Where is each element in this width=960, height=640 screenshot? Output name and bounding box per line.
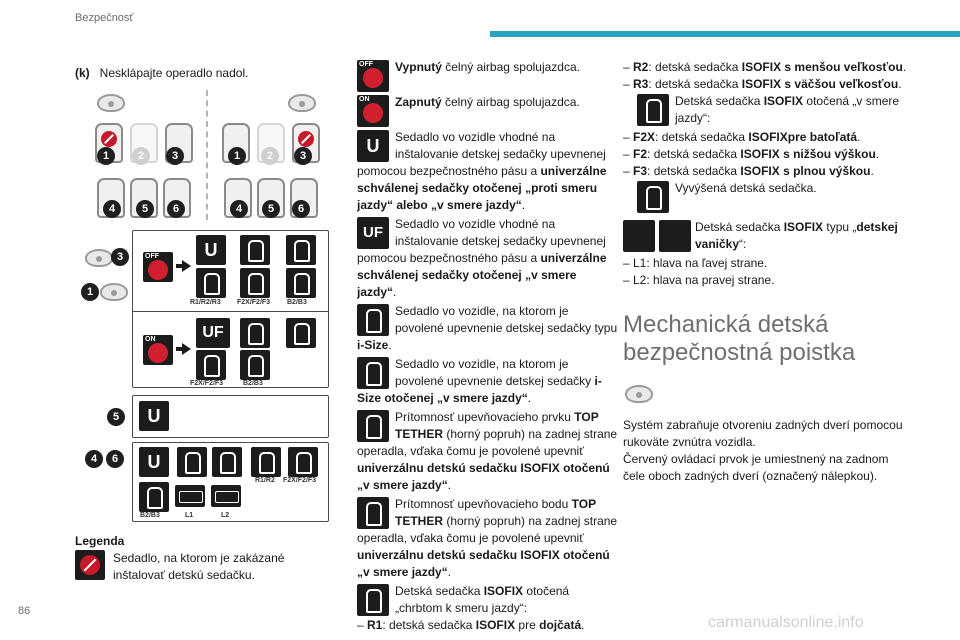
entry-airbag-off: OFF Vypnutý čelný airbag spolujazdca. — [357, 59, 619, 92]
arrow-icon — [182, 343, 191, 355]
header-accent-bar — [490, 31, 960, 37]
item-l2: – L2: hlava na pravej strane. — [623, 273, 775, 287]
isize-forward-icon — [357, 357, 389, 389]
seat-number: 4 — [103, 200, 121, 218]
isize-seat-icon — [357, 304, 389, 336]
forward-facing-isofix-icon — [240, 268, 270, 298]
arrow-icon — [182, 260, 191, 272]
universal-seat-icon: U — [196, 235, 226, 265]
forward-facing-isofix-icon — [196, 350, 226, 380]
entry-isize: Sedadlo vo vozidle, na ktorom je povolené upevnenie detskej sedačky typu i-Size. — [357, 304, 618, 352]
rear-facing-isofix-icon — [196, 268, 226, 298]
mech-paragraph-1: Systém zabraňuje otvoreniu zadných dverí pomocou rukoväte zvnútra vozidla. — [623, 418, 903, 449]
entry-top-tether: Prítomnosť upevňovacieho prvku TOP TETHER (horný popruh) na zadnej strane operadla, vďaka čomu je povolené upevniť univerzálnu detskú sedačku ISOFIX otočenú „v smere jazdy“. — [357, 410, 618, 492]
seat-number: 2 — [261, 147, 279, 165]
carrycot-right-icon — [659, 220, 691, 252]
note-k-text: Nesklápajte operadlo nadol. — [99, 66, 249, 80]
seat-number: 6 — [167, 200, 185, 218]
isize-forward-icon — [240, 318, 270, 348]
prohibited-icon — [298, 131, 314, 147]
seat-number: 4 — [85, 450, 103, 468]
table-divider — [132, 311, 329, 312]
note-k — [75, 66, 248, 80]
caption: B2/B3 — [287, 299, 307, 306]
top-tether-point-icon — [357, 497, 389, 529]
booster-seat-icon — [240, 350, 270, 380]
isize-seat-icon — [177, 447, 207, 477]
universal-seat-icon: U — [139, 447, 169, 477]
booster-seat-icon — [139, 482, 169, 512]
note-k-label: (k) — [75, 66, 90, 80]
legend-text: Sedadlo, na ktorom je zakázané inštalovať detskú sedačku. — [113, 551, 285, 582]
item-f2x: – F2X: detská sedačka ISOFIXpre batoľatá. — [623, 130, 861, 144]
seat-number: 6 — [106, 450, 124, 468]
entry-rear-facing-isofix: Detská sedačka ISOFIX otočená „chrbtom k smeru jazdy“: – R1: detská sedačka ISOFIX pre dojčatá. — [357, 584, 585, 632]
caption: L1 — [185, 512, 194, 519]
seat-number: 3 — [111, 248, 129, 266]
seat-number: 3 — [294, 147, 312, 165]
steering-wheel-icon — [100, 283, 128, 301]
seat-number: 1 — [97, 147, 115, 165]
seat-number: 3 — [166, 147, 184, 165]
steering-wheel-icon — [623, 383, 655, 405]
legend-title: Legenda — [75, 534, 125, 548]
item-f3: – F3: detská sedačka ISOFIX s plnou výškou. — [623, 164, 874, 178]
airbag-off-icon: OFF — [143, 252, 173, 282]
universal-forward-seat-icon: UF — [196, 318, 230, 348]
caption: F2X/F2/F3 — [237, 299, 271, 306]
seat-number: 5 — [262, 200, 280, 218]
forward-facing-isofix-icon — [637, 94, 669, 126]
booster-seat-icon — [637, 181, 669, 213]
entry-isize-forward: Sedadlo vo vozidle, na ktorom je povolené upevnenie detskej sedačky i-Size otočenej „v smere jazdy“. — [357, 357, 602, 405]
prohibited-seat-icon — [75, 550, 105, 580]
caption: R1/R2 — [255, 477, 275, 484]
entry-airbag-on: ON Zapnutý čelný airbag spolujazdca. — [357, 94, 619, 127]
caption: F2X/F2/F3 — [283, 477, 317, 484]
rear-facing-isofix-icon — [357, 584, 389, 616]
carrycot-right-icon — [211, 485, 241, 507]
caption: B2/B3 — [243, 380, 263, 387]
isofix-seat-icon — [286, 235, 316, 265]
airbag-on-icon: ON — [143, 335, 173, 365]
top-tether-icon — [357, 410, 389, 442]
seat-number: 2 — [132, 147, 150, 165]
seat-number: 1 — [81, 283, 99, 301]
seat-number: 6 — [292, 200, 310, 218]
item-r3: – R3: detská sedačka ISOFIX s väčšou veľkosťou. — [623, 77, 902, 91]
rear-facing-isofix-icon — [251, 447, 281, 477]
entry-top-tether-point: Prítomnosť upevňovacieho bodu TOP TETHER (horný popruh) na zadnej strane operadla, vďaka čomu je povolené upevniť univerzálnu detskú sedačku ISOFIX otočenú „v smere jazdy“. — [357, 497, 618, 579]
carrycot-left-icon — [175, 485, 205, 507]
steering-wheel-icon — [288, 94, 316, 112]
seat-number: 1 — [228, 147, 246, 165]
section-title: Mechanická detská bezpečnostná poistka — [623, 311, 856, 366]
airbag-off-icon: OFF — [357, 60, 389, 92]
forward-facing-isofix-icon — [288, 447, 318, 477]
seat-number: 5 — [107, 408, 125, 426]
steering-wheel-icon — [85, 249, 113, 267]
entry-universal-seat: U Sedadlo vo vozidle vhodné na inštalovanie detskej sedačky upevnenej pomocou bezpečnostného pásu a univerzálne schválenej sedačky otočenej „proti smeru jazdy“ alebo „v smere jazdy“. — [357, 130, 607, 212]
seat-number: 5 — [136, 200, 154, 218]
caption: L2 — [221, 512, 230, 519]
caption: B2/B3 — [140, 512, 160, 519]
isize-seat-icon — [240, 235, 270, 265]
entry-universal-forward: UF Sedadlo vo vozidle vhodné na inštalovanie detskej sedačky upevnenej pomocou bezpečnostného pásu a univerzálne schválenej sedačky otočenej „v smere jazdy“. — [357, 217, 607, 299]
mech-paragraph-2: Červený ovládací prvok je umiestnený na zadnom čele oboch zadných dverí (označený nálepkou). — [623, 452, 889, 483]
section-header: Bezpečnosť — [75, 12, 134, 24]
diagram-separator — [206, 90, 208, 220]
symbol-list-continued — [623, 59, 908, 485]
universal-forward-seat-icon: UF — [357, 217, 389, 249]
universal-seat-icon: U — [139, 401, 169, 431]
page-number: 86 — [18, 605, 31, 617]
item-l1: – L1: hlava na ľavej strane. — [623, 256, 768, 270]
caption: R1/R2/R3 — [190, 299, 221, 306]
booster-seat-icon — [286, 268, 316, 298]
prohibited-icon — [101, 131, 117, 147]
item-r2: – R2: detská sedačka ISOFIX s menšou veľkosťou. — [623, 60, 907, 74]
universal-seat-icon: U — [357, 130, 389, 162]
steering-wheel-icon — [97, 94, 125, 112]
item-f2: – F2: detská sedačka ISOFIX s nižšou výškou. — [623, 147, 880, 161]
seat-number: 4 — [230, 200, 248, 218]
top-tether-icon — [212, 447, 242, 477]
caption: F2X/F2/F3 — [190, 380, 224, 387]
airbag-on-icon: ON — [357, 95, 389, 127]
top-tether-icon — [286, 318, 316, 348]
entry-forward-isofix: Detská sedačka ISOFIX otočená „v smere jazdy“: — [623, 93, 908, 127]
entry-carrycot: Detská sedačka ISOFIX typu „detskej vaničky“: — [623, 219, 908, 253]
entry-booster: Vyvýšená detská sedačka. — [623, 180, 908, 213]
symbol-list — [357, 59, 619, 636]
watermark: carmanualsonline.info — [708, 614, 864, 631]
carrycot-left-icon — [623, 220, 655, 252]
